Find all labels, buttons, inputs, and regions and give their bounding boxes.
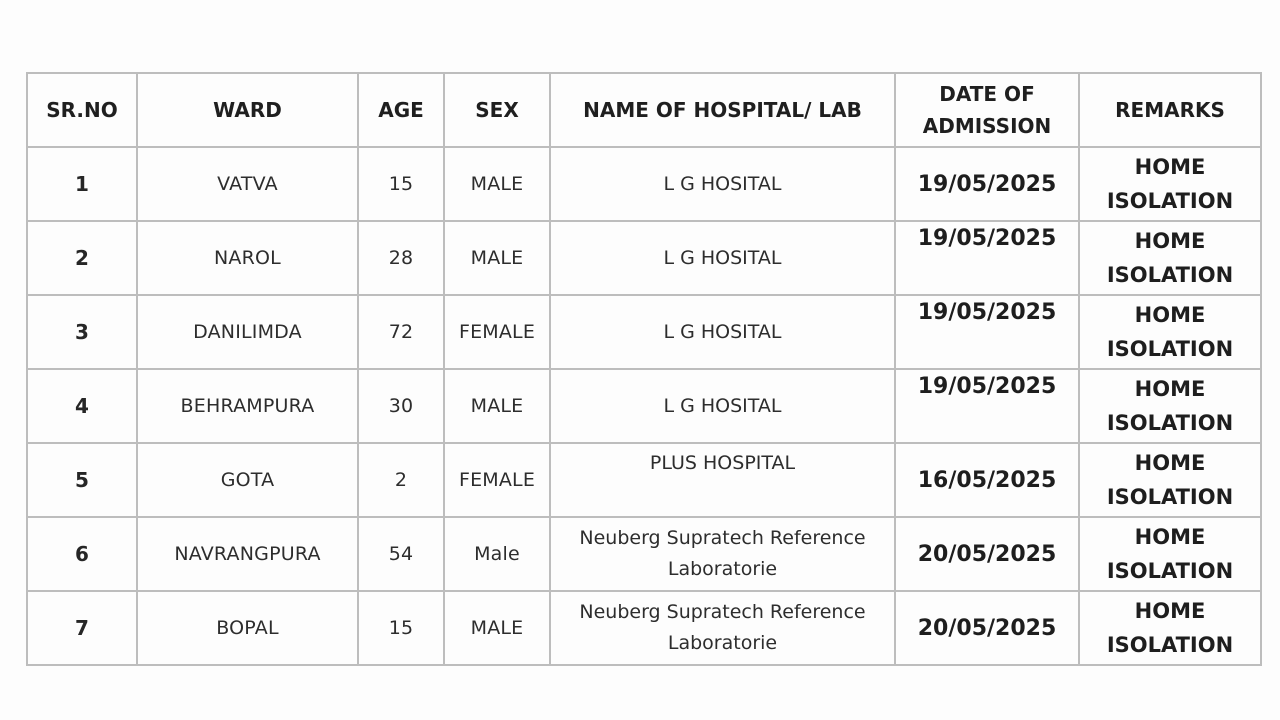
header-date-line1: DATE OF xyxy=(939,82,1035,106)
cell-sex: FEMALE xyxy=(444,295,550,369)
cell-remarks xyxy=(1079,443,1261,517)
header-date-line2: ADMISSION xyxy=(922,114,1052,138)
cell-remarks-line1: HOME xyxy=(1134,451,1206,475)
cell-ward: GOTA xyxy=(137,443,358,517)
cases-table xyxy=(26,72,1262,666)
cell-ward: DANILIMDA xyxy=(137,295,358,369)
cell-sex: MALE xyxy=(444,369,550,443)
header-row xyxy=(27,73,1261,147)
cell-sex: MALE xyxy=(444,147,550,221)
cell-remarks xyxy=(1079,221,1261,295)
cell-remarks-line1: HOME xyxy=(1134,155,1206,179)
cell-remarks-line2: ISOLATION xyxy=(1106,337,1234,361)
table-row xyxy=(27,369,1261,443)
cell-date: 19/05/2025 xyxy=(895,221,1079,295)
cell-date: 19/05/2025 xyxy=(895,369,1079,443)
table-row xyxy=(27,591,1261,665)
cell-srno: 3 xyxy=(27,295,137,369)
cell-remarks-line1: HOME xyxy=(1134,599,1206,623)
cell-hospital xyxy=(550,443,895,517)
table-row xyxy=(27,221,1261,295)
cell-hospital-line1: Neuberg Supratech Reference xyxy=(579,527,866,549)
table-row xyxy=(27,295,1261,369)
cell-hospital-line1: L G HOSITAL xyxy=(663,173,782,195)
cell-hospital-line1: L G HOSITAL xyxy=(663,395,782,417)
cell-age: 2 xyxy=(358,443,444,517)
cell-remarks-line1: HOME xyxy=(1134,303,1206,327)
cell-srno: 7 xyxy=(27,591,137,665)
cell-srno: 2 xyxy=(27,221,137,295)
cell-remarks-line1: HOME xyxy=(1134,525,1206,549)
cell-age: 15 xyxy=(358,591,444,665)
header-sex: SEX xyxy=(444,73,550,147)
cell-remarks xyxy=(1079,369,1261,443)
cell-age: 54 xyxy=(358,517,444,591)
cell-hospital-line2: Laboratorie xyxy=(667,558,778,580)
cell-sex: MALE xyxy=(444,591,550,665)
cell-hospital xyxy=(550,369,895,443)
cell-remarks xyxy=(1079,517,1261,591)
cell-date: 20/05/2025 xyxy=(895,591,1079,665)
cell-ward: BOPAL xyxy=(137,591,358,665)
cell-remarks-line2: ISOLATION xyxy=(1106,189,1234,213)
header-srno: SR.NO xyxy=(27,73,137,147)
cell-remarks-line2: ISOLATION xyxy=(1106,411,1234,435)
cell-remarks-line2: ISOLATION xyxy=(1106,559,1234,583)
header-date xyxy=(895,73,1079,147)
cell-hospital-line1: Neuberg Supratech Reference xyxy=(579,601,866,623)
cell-ward: NAVRANGPURA xyxy=(137,517,358,591)
cell-ward: BEHRAMPURA xyxy=(137,369,358,443)
cell-srno: 5 xyxy=(27,443,137,517)
header-remarks: REMARKS xyxy=(1079,73,1261,147)
cell-remarks xyxy=(1079,295,1261,369)
cell-hospital xyxy=(550,221,895,295)
cell-date: 16/05/2025 xyxy=(895,443,1079,517)
cell-srno: 1 xyxy=(27,147,137,221)
cell-hospital-line2: Laboratorie xyxy=(667,632,778,654)
cell-hospital xyxy=(550,517,895,591)
cell-date: 19/05/2025 xyxy=(895,147,1079,221)
cell-hospital-line1: L G HOSITAL xyxy=(663,247,782,269)
table-row xyxy=(27,517,1261,591)
table-row xyxy=(27,443,1261,517)
cell-remarks-line2: ISOLATION xyxy=(1106,263,1234,287)
cell-remarks-line1: HOME xyxy=(1134,377,1206,401)
cell-hospital-line1: L G HOSITAL xyxy=(663,321,782,343)
header-ward: WARD xyxy=(137,73,358,147)
cell-hospital xyxy=(550,295,895,369)
table-row xyxy=(27,147,1261,221)
cell-hospital xyxy=(550,591,895,665)
cell-hospital xyxy=(550,147,895,221)
cell-ward: VATVA xyxy=(137,147,358,221)
cell-srno: 4 xyxy=(27,369,137,443)
cell-hospital-line1: PLUS HOSPITAL xyxy=(649,452,796,474)
header-hospital: NAME OF HOSPITAL/ LAB xyxy=(550,73,895,147)
cell-remarks-line2: ISOLATION xyxy=(1106,633,1234,657)
cell-age: 15 xyxy=(358,147,444,221)
cell-date: 20/05/2025 xyxy=(895,517,1079,591)
cell-age: 28 xyxy=(358,221,444,295)
cell-sex: FEMALE xyxy=(444,443,550,517)
cell-ward: NAROL xyxy=(137,221,358,295)
cell-date: 19/05/2025 xyxy=(895,295,1079,369)
cell-remarks xyxy=(1079,591,1261,665)
cell-age: 72 xyxy=(358,295,444,369)
cell-remarks xyxy=(1079,147,1261,221)
cell-age: 30 xyxy=(358,369,444,443)
cell-sex: Male xyxy=(444,517,550,591)
header-age: AGE xyxy=(358,73,444,147)
cell-srno: 6 xyxy=(27,517,137,591)
cell-remarks-line1: HOME xyxy=(1134,229,1206,253)
cell-remarks-line2: ISOLATION xyxy=(1106,485,1234,509)
cell-sex: MALE xyxy=(444,221,550,295)
